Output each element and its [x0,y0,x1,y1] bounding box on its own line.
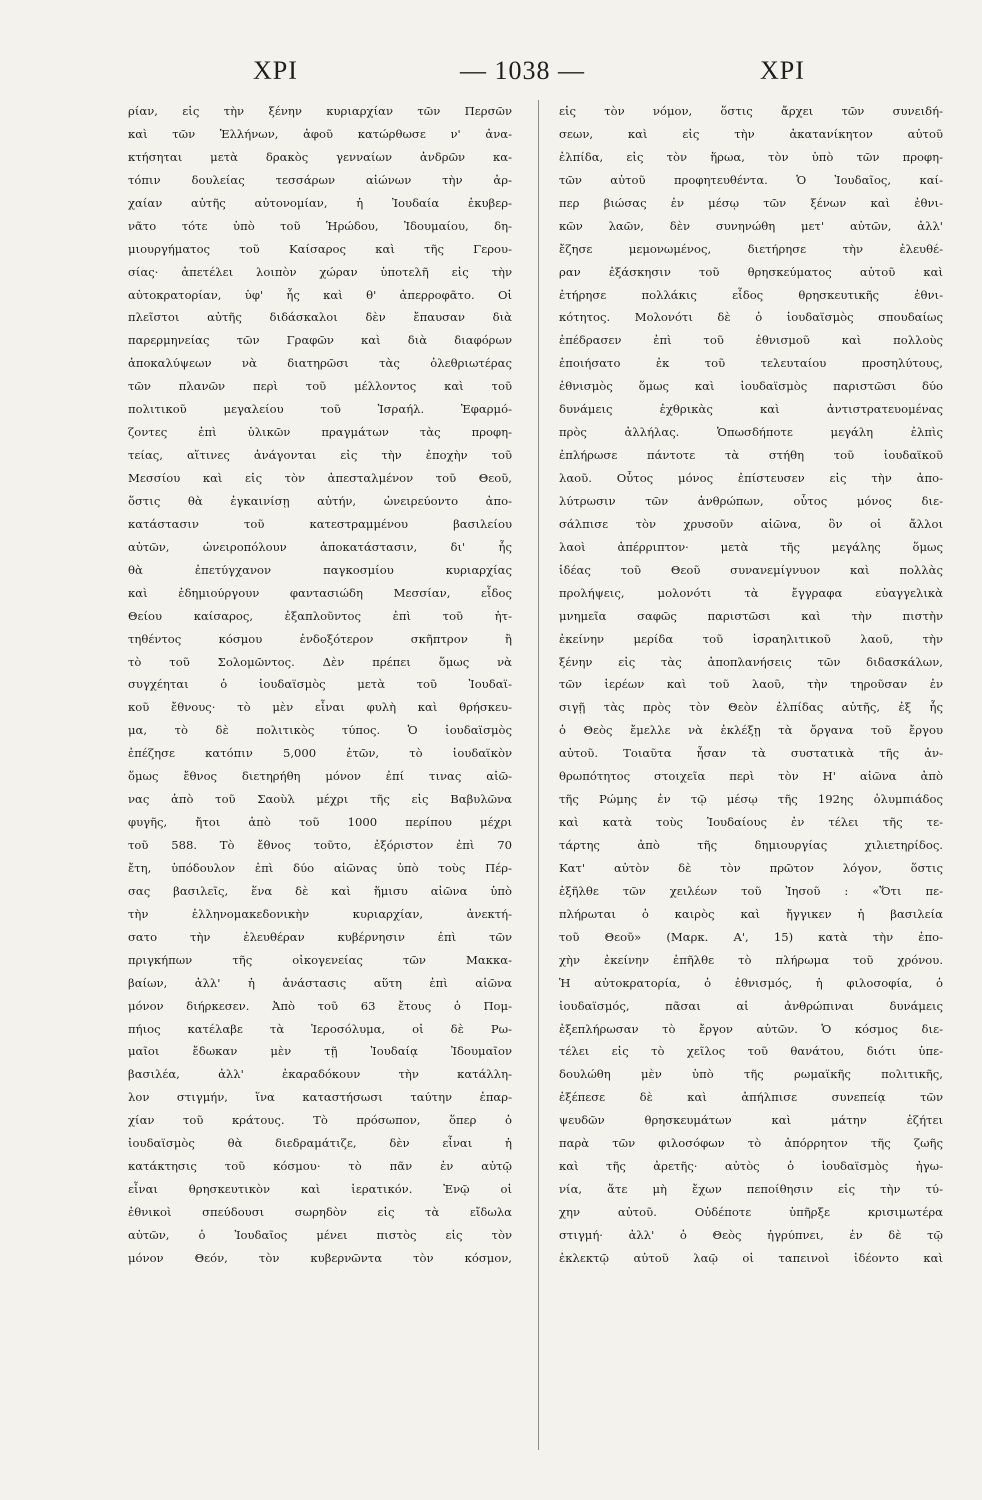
column-divider [538,100,539,1450]
text-line: τῆς Ρώμης ἐν τῷ μέσῳ τῆς 192ης ὀλυμπιάδος [559,792,943,807]
running-head-right: ΧΡΙ [760,56,805,85]
text-line: Κατ' αὐτὸν δὲ τὸν πρῶτον λόγον, ὅστις [559,860,943,875]
text-line: κότητος. Μολονότι δὲ ὁ ἰουδαϊσμὸς σπουδαίως [559,310,943,325]
text-line: σίας· ἀπετέλει λοιπὸν χώραν ὑποτελῆ εἰς τὴν [128,264,512,279]
text-line: νᾶτο τότε ὑπὸ τοῦ Ἡρώδου, Ἰδουμαίου, δη- [128,218,512,233]
text-line: σιγῇ τὰς πρὸς τὸν Θεὸν ἐλπίδας αὐτῆς, ἐξ ἧς [559,700,943,715]
text-line: σας βασιλεῖς, ἕνα δὲ καὶ ἥμισυ αἰῶνα ὑπὸ [128,883,512,898]
text-line: δυνάμεις ἐχθρικὰς καὶ ἀντιστρατευομένας [559,402,943,417]
right-text-column [559,100,943,1270]
text-line: ἐξέπεσε δὲ καὶ ἀπήλπισε συνεπείᾳ τῶν [559,1090,943,1105]
text-line: ζοντες ἐπὶ ὑλικῶν πραγμάτων τὰς προφη- [128,425,512,440]
text-line: θρωπότητος στοιχεῖα περὶ τὸν Η' αἰῶνα ἀπὸ [559,769,943,784]
text-line: τῶν πλανῶν περὶ τοῦ μέλλοντος καὶ τοῦ [128,379,512,394]
text-line: μαῖοι ἔδωκαν μὲν τῇ Ἰουδαίᾳ Ἰδουμαῖον [128,1044,512,1059]
text-line: τάρτης ἀπὸ τῆς δημιουργίας χιλιετηρίδος. [559,838,943,852]
text-line: περ βιώσας ἐν μέσῳ τῶν ξένων καὶ ἐθνι- [559,195,943,210]
text-line: ἐθνικοὶ σπεύδουσι σωρηδὸν εἰς τὰ εἴδωλα [128,1205,512,1219]
text-line: εἰς τὸν νόμον, ὅστις ἄρχει τῶν συνειδή- [559,104,943,118]
text-line: σεων, καὶ εἰς τὴν ἀκατανίκητον αὐτοῦ [559,126,943,141]
left-text-column [128,100,512,1270]
text-line: νία, ἅτε μὴ ἔχων πεποίθησιν εἰς τὴν τύ- [559,1182,943,1197]
text-line: χὴν ἐκείνην ἐπῆλθε τὸ πλήρωμα τοῦ χρόνου. [559,952,943,967]
text-line: ἔζησε μεμονωμένος, διετήρησε τὴν ἐλευθέ- [559,241,943,256]
text-line: ἐξῆλθε τῶν χειλέων τοῦ Ἰησοῦ : «Ὅτι πε- [559,883,943,898]
text-line: αὐτοκρατορίαν, ὑφ' ἧς καὶ θ' ἀπερροφᾶτο. Οἱ [128,287,512,302]
text-line: παρερμηνείας τῶν Γραφῶν καὶ διὰ διαφόρων [128,333,512,348]
text-line: ἀποκαλύψεων νὰ διατηρῶσι τὰς ὀλεθριωτέρας [128,356,512,371]
text-line: τῶν αὐτοῦ προφητευθέντα. Ὁ Ἰουδαῖος, καί- [559,172,943,187]
text-line: ἐλπίδα, εἰς τὸν ἥρωα, τὸν ὑπὸ τῶν προφη- [559,149,943,164]
text-line: κῶν λαῶν, δὲν συνηνώθη μετ' αὐτῶν, ἀλλ' [559,218,943,233]
text-line: τείας, αἵτινες ἀνάγονται εἰς τὴν ἐποχὴν τοῦ [128,448,512,463]
text-line: ἐπέδρασεν ἐπὶ τοῦ ἐθνισμοῦ καὶ πολλοὺς [559,333,943,348]
text-line: πλεῖστοι αὐτῆς διδάσκαλοι δὲν ἔπαυσαν διὰ [128,310,512,325]
text-line: ἰουδαϊσμός, πᾶσαι αἱ ἀνθρώπιναι δυνάμεις [559,998,943,1013]
text-line: τηθέντος κόσμου ἐνδοξότερον σκῆπτρον ἢ [128,631,512,646]
text-line: ἐποιήσατο ἐκ τοῦ τελευταίου προσηλύτους, [559,356,943,371]
text-line: μόνον διήρκεσεν. Ἀπὸ τοῦ 63 ἔτους ὁ Πομ- [128,998,512,1013]
text-line: τόπιν δουλείας τεσσάρων αἰώνων τὴν ἀρ- [128,172,512,187]
text-line: καὶ τῶν Ἑλλήνων, ἀφοῦ κατώρθωσε ν' ἀνα- [128,126,512,141]
text-line: ψευδῶν θρησκευμάτων καὶ μάτην ἐζήτει [559,1113,943,1128]
running-head-left: ΧΡΙ [253,56,298,85]
text-line: ἐθνισμὸς ὅμως καὶ ἰουδαϊσμὸς παριστῶσι δύο [559,379,943,394]
text-line: στιγμή· ἀλλ' ὁ Θεὸς ἠγρύπνει, ἐν δὲ τῷ [559,1227,943,1242]
text-line: πριγκήπων τῆς οἰκογενείας τῶν Μακκα- [128,952,512,967]
text-line: ρίαν, εἰς τὴν ξένην κυριαρχίαν τῶν Περσῶν [128,104,512,118]
text-line: μα, τὸ δὲ πολιτικὸς τύπος. Ὁ ἰουδαϊσμὸς [128,723,512,738]
text-line: τοῦ 588. Τὸ ἔθνος τοῦτο, ἐξόριστον ἐπὶ 70 [128,838,512,852]
text-line: ἰδέας τοῦ Θεοῦ συνανεμίγνυον καὶ πολλὰς [559,562,943,577]
text-line: λον στιγμήν, ἵνα καταστήσωσι ταύτην ἐπαρ- [128,1090,512,1105]
text-line: λαοῦ. Οὗτος μόνος ἐπίστευσεν εἰς τὴν ἀπο- [559,471,943,485]
text-line: τὸ τοῦ Σολομῶντος. Δὲν πρέπει ὅμως νὰ [128,654,512,669]
text-line: συγχέηται ὁ ἰουδαϊσμὸς μετὰ τοῦ Ἰουδαϊ- [128,677,512,692]
text-line: καὶ κατὰ τοὺς Ἰουδαίους ἐν τέλει τῆς τε- [559,815,943,830]
text-line: ἐτήρησε πολλάκις εἶδος θρησκευτικῆς ἐθνι- [559,287,943,302]
text-line: μόνον Θεόν, τὸν κυβερνῶντα τὸν κόσμον, [128,1250,512,1265]
text-line: ἐκείνην μερίδα τοῦ ἰσραηλιτικοῦ λαοῦ, τὴν [559,631,943,646]
text-line: φυγῆς, ἤτοι ἀπὸ τοῦ 1000 περίπου μέχρι [128,815,512,830]
text-line: λύτρωσιν τῶν ἀνθρώπων, οὗτος μόνος διε- [559,493,943,508]
text-line: Μεσσίου καὶ εἰς τὸν ἀπεσταλμένον τοῦ Θεοῦ, [128,471,512,485]
text-line: ὁ Θεὸς ἔμελλε νὰ ἐκλέξῃ τὰ ὄργανα τοῦ ἔργου [559,723,943,738]
text-line: ἐπέζησε κατόπιν 5,000 ἐτῶν, τὸ ἰουδαϊκὸν [128,746,512,761]
text-line: μιουργήματος τοῦ Καίσαρος καὶ τῆς Γερου- [128,241,512,256]
text-line: χαίαν αὐτῆς αὐτονομίαν, ἡ Ἰουδαία ἐκυβερ- [128,195,512,210]
text-line: πρὸς ἀλλήλας. Ὁπωσδήποτε μεγάλη ἐλπὶς [559,425,943,440]
text-line: πλήρωται ὁ καιρὸς καὶ ἤγγικεν ἡ βασιλεία [559,906,943,921]
text-line: θὰ ἐπετύγχανον παγκοσμίου κυριαρχίας [128,562,512,577]
text-line: Ἡ αὐτοκρατορία, ὁ ἐθνισμός, ἡ φιλοσοφία, ὁ [559,975,943,990]
text-line: ραν ἐξάσκησιν τοῦ θρησκεύματος αὐτοῦ καὶ [559,264,943,279]
text-line: κοῦ ἔθνους· τὸ μὲν εἶναι φυλὴ καὶ θρήσκευ- [128,700,512,715]
text-line: ὅστις θὰ ἐγκαινίσῃ αὐτήν, ὠνειρεύοντο ἀπο- [128,493,512,508]
text-line: δουλώθη μὲν ὑπὸ τῆς ρωμαϊκῆς πολιτικῆς, [559,1067,943,1082]
text-line: σάλπισε τὸν χρυσοῦν αἰῶνα, ὃν οἱ ἄλλοι [559,516,943,531]
text-line: καὶ ἐδημιούργουν φαντασιώδη Μεσσίαν, εἶδος [128,585,512,600]
text-line: βαίων, ἀλλ' ἡ ἀνάστασις αὕτη ἐπὶ αἰῶνα [128,975,512,990]
page-header [0,56,982,96]
text-line: κατάκτησις τοῦ κόσμου· τὸ πᾶν ἐν αὐτῷ [128,1159,512,1174]
text-line: ὅμως ἔθνος διετηρήθη μόνον ἐπί τινας αἰῶ- [128,769,512,784]
text-line: βασιλέα, ἀλλ' ἐκαραδόκουν τὴν κατάλλη- [128,1067,512,1082]
text-line: πολιτικοῦ μεγαλείου τοῦ Ἰσραήλ. Ἐφαρμό- [128,402,512,417]
text-line: κατάστασιν τοῦ κατεστραμμένου βασιλείου [128,516,512,531]
text-line: Θείου καίσαρος, ἐξαπλοῦντος ἐπὶ τοῦ ἡτ- [128,608,512,623]
text-line: τῶν ἱερέων καὶ τοῦ λαοῦ, τὴν τηροῦσαν ἐν [559,677,943,692]
text-line: λαοὶ ἀπέρριπτον· μετὰ τῆς μεγάλης ὅμως [559,539,943,554]
text-line: ἐκλεκτῷ αὐτοῦ λαῷ οἱ ταπεινοὶ ἰδέοντο καὶ [559,1250,943,1265]
text-line: χίαν τοῦ κράτους. Τὸ πρόσωπον, ὅπερ ὁ [128,1113,512,1128]
text-line: μνημεῖα σαφῶς παριστῶσι καὶ τὴν πιστὴν [559,608,943,623]
text-line: ἔτη, ὑπόδουλον ἐπὶ δύο αἰῶνας ὑπὸ τοὺς Πέρ- [128,860,512,875]
text-line: ἐπλήρωσε πάντοτε τὰ στήθη τοῦ ἰουδαϊκοῦ [559,448,943,463]
text-line: χην αὐτοῦ. Οὐδέποτε ὑπῆρξε κρισιμωτέρα [559,1205,943,1219]
text-line: αὐτῶν, ὠνειροπόλουν ἀποκατάστασιν, δι' ἧς [128,539,512,554]
text-line: ἐξεπλήρωσαν τὸ ἔργον αὐτῶν. Ὁ κόσμος διε- [559,1021,943,1036]
text-line: ξένην εἰς τὰς ἀποπλανήσεις τῶν διδασκάλων, [559,654,943,669]
text-line: τέλει εἰς τὸ χεῖλος τοῦ θανάτου, διότι ὑπε- [559,1044,943,1059]
text-line: νας ἀπὸ τοῦ Σαοὺλ μέχρι τῆς εἰς Βαβυλῶνα [128,792,512,807]
text-line: σατο τὴν ἐλευθέραν κυβέρνησιν ἐπὶ τῶν [128,929,512,944]
text-line: κτήσηται μετὰ δρακὸς γενναίων ἀνδρῶν κα- [128,149,512,164]
page-number: — 1038 — [460,56,585,85]
text-line: καὶ τῆς ἀρετῆς· αὐτὸς ὁ ἰουδαϊσμὸς ἠγω- [559,1159,943,1174]
text-line: πήιος κατέλαβε τὰ Ἱεροσόλυμα, οἱ δὲ Ρω- [128,1021,512,1036]
text-line: παρὰ τῶν φιλοσόφων τὸ ἀπόρρητον τῆς ζωῆς [559,1136,943,1151]
text-line: αὐτοῦ. Τοιαῦτα ἦσαν τὰ συστατικὰ τῆς ἀν- [559,746,943,761]
text-line: αὐτῶν, ὁ Ἰουδαῖος μένει πιστὸς εἰς τὸν [128,1227,512,1242]
text-line: τὴν ἑλληνομακεδονικὴν κυριαρχίαν, ἀνεκτή- [128,906,512,921]
text-line: προλήψεις, μολονότι τὰ ἔγγραφα εὐαγγελικὰ [559,585,943,600]
text-line: τοῦ Θεοῦ» (Μαρκ. Α', 15) κατὰ τὴν ἐπο- [559,929,943,944]
text-line: ἰουδαϊσμὸς θὰ διεδραμάτιζε, δὲν εἶναι ἡ [128,1136,512,1151]
text-line: εἶναι θρησκευτικὸν καὶ ἱερατικόν. Ἐνῷ οἱ [128,1182,512,1197]
